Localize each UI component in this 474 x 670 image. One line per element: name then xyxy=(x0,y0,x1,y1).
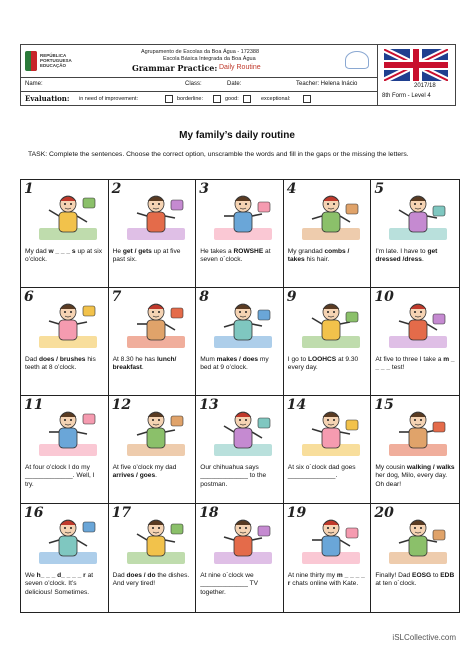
grammar-label: Grammar Practice: xyxy=(132,63,218,73)
dressing-girl-icon xyxy=(385,188,451,244)
homework-kid-icon xyxy=(35,404,101,460)
exercise-sentence[interactable]: I go to LOOHCS at 9.30 every day. xyxy=(287,356,359,372)
exercise-number: 11 xyxy=(24,397,44,413)
exercise-sentence[interactable]: I’m late. I have to get dressed /dress. xyxy=(375,248,438,264)
exercise-number: 3 xyxy=(199,181,209,197)
exercise-cell-14 xyxy=(284,396,372,504)
exercise-number: 5 xyxy=(374,181,385,197)
going-to-school-icon xyxy=(298,296,364,352)
exercise-cell-3 xyxy=(196,180,284,288)
class-label: Class: xyxy=(185,81,202,87)
exercise-cell-18 xyxy=(196,504,284,612)
exercise-sentence[interactable]: Dad does / do the dishes. And very tired! xyxy=(112,572,190,588)
header-right xyxy=(378,45,455,105)
dishes-man-icon xyxy=(123,512,189,568)
sleeping-man-icon xyxy=(385,512,451,568)
alarm-clock-icon xyxy=(35,188,101,244)
exercise-number: 2 xyxy=(111,181,122,197)
shower-icon xyxy=(210,188,276,244)
exercise-cell-17 xyxy=(109,504,197,612)
teacher-label: Teacher: Helena Inácio xyxy=(296,81,358,87)
exercise-number: 6 xyxy=(24,289,34,305)
school-year: 2017/18 xyxy=(414,83,436,89)
school-name: Escola Básica Integrada da Boa Água xyxy=(163,56,256,62)
logo-text: REPÚBLICA PORTUGUESA EDUCAÇÃO xyxy=(40,53,72,68)
exercise-cell-5 xyxy=(371,180,459,288)
door-man-icon xyxy=(123,404,189,460)
exercise-sentence[interactable]: At nine o´clock we _____________ TV together. xyxy=(200,572,258,596)
combing-man-icon xyxy=(298,188,364,244)
swirl-icon xyxy=(345,51,369,69)
exercise-number: 14 xyxy=(286,397,307,413)
republic-logo xyxy=(25,51,73,75)
task-instructions: TASK: Complete the sentences. Choose the correct option, unscramble the words and fill in the gaps or the missing the letters. xyxy=(28,151,409,158)
exercise-cell-1 xyxy=(21,180,109,288)
school-group: Agrupamento de Escolas da Boa Água - 172388 xyxy=(141,49,260,55)
postman-dog-icon xyxy=(210,404,276,460)
exercise-cell-10 xyxy=(371,288,459,396)
exercise-cell-12 xyxy=(109,396,197,504)
making-bed-icon xyxy=(210,296,276,352)
shopping-man-icon xyxy=(298,404,364,460)
exercise-number: 17 xyxy=(111,505,132,521)
tv-watching-icon xyxy=(210,512,276,568)
header-left xyxy=(21,45,378,105)
name-label: Name: xyxy=(25,81,43,87)
eval-option-2: borderline: xyxy=(177,96,203,102)
checkbox-improvement[interactable] xyxy=(165,95,173,103)
exercise-sentence[interactable]: He get / gets up at five past six. xyxy=(112,248,181,264)
exercise-cell-9 xyxy=(284,288,372,396)
page-title: My family’s daily routine xyxy=(179,130,295,141)
grammar-topic: Daily Routine xyxy=(219,64,261,71)
exercise-number: 16 xyxy=(24,505,44,521)
form-level: 8th Form - Level 4 xyxy=(382,93,431,99)
exercise-sentence[interactable]: At 8.30 he has lunch/ breakfast. xyxy=(112,356,177,372)
exercise-number: 4 xyxy=(286,181,297,197)
exercise-number: 13 xyxy=(199,397,219,413)
stretching-man-icon xyxy=(123,188,189,244)
toothbrush-man-icon xyxy=(35,296,101,352)
checkbox-good[interactable] xyxy=(243,95,251,103)
exercise-sentence[interactable]: He takes a ROWSHE at seven o´clock. xyxy=(200,248,271,264)
name-row xyxy=(21,77,377,91)
exercise-sentence[interactable]: At four o’clock I do my _____________. Well, I try. xyxy=(25,464,95,488)
exercise-number: 8 xyxy=(199,289,209,305)
exercise-sentence[interactable]: Mum makes / does my bed at 9 o’clock. xyxy=(200,356,269,372)
exercise-cell-20 xyxy=(371,504,459,612)
eval-option-4: exceptional: xyxy=(261,96,291,102)
exercise-sentence[interactable]: We h_ _ _ d_ _ _ _ r at seven o’clock. It’s delicious! Sometimes. xyxy=(25,572,94,596)
exercise-number: 10 xyxy=(374,289,394,305)
exercise-number: 18 xyxy=(199,505,219,521)
exercise-sentence[interactable]: My grandad combs / takes his hair. xyxy=(287,248,350,264)
exercise-sentence[interactable]: Our chihuahua says _____________ to the postman. xyxy=(200,464,267,488)
exercise-number: 15 xyxy=(374,397,394,413)
exercise-sentence[interactable]: Dad does / brushes his teeth at 8 o’clock. xyxy=(25,356,96,372)
english-dept-logo xyxy=(341,49,371,75)
exercise-cell-15 xyxy=(371,396,459,504)
exercise-cell-7 xyxy=(109,288,197,396)
eval-option-1: in need of improvement: xyxy=(79,96,139,102)
computer-girl-icon xyxy=(298,512,364,568)
checkbox-exceptional[interactable] xyxy=(303,95,311,103)
worksheet-header xyxy=(20,44,456,106)
exercise-cell-8 xyxy=(196,288,284,396)
exercise-sentence[interactable]: My dad w _ _ _ s up at six o’clock. xyxy=(25,248,102,264)
exercise-sentence[interactable]: At six o´clock dad goes _____________. xyxy=(287,464,356,480)
watermark: iSLCollective.com xyxy=(392,633,456,642)
date-label: Date: xyxy=(227,81,242,87)
shield-icon xyxy=(25,51,37,71)
evaluation-row xyxy=(21,91,377,106)
uk-flag-icon xyxy=(384,49,448,81)
exercise-cell-19 xyxy=(284,504,372,612)
exercise-cell-4 xyxy=(284,180,372,288)
breakfast-man-icon xyxy=(123,296,189,352)
exercise-sentence[interactable]: Finally! Dad EOSG to EDB at ten o´clock. xyxy=(375,572,455,588)
eval-option-3: good: xyxy=(225,96,239,102)
evaluation-label: Evaluation: xyxy=(25,94,70,103)
exercise-cell-6 xyxy=(21,288,109,396)
dinner-family-icon xyxy=(35,512,101,568)
exercise-cell-13 xyxy=(196,396,284,504)
exercise-number: 7 xyxy=(111,289,122,305)
exercise-cell-16 xyxy=(21,504,109,612)
exercise-sentence[interactable]: At five o’clock my dad arrives / goes. xyxy=(112,464,177,480)
exercise-number: 9 xyxy=(286,289,297,305)
exercise-sentence[interactable]: At five to three I take a m _ _ _ _ test! xyxy=(375,356,455,372)
exercise-cell-11 xyxy=(21,396,109,504)
exercise-number: 19 xyxy=(286,505,307,521)
checkbox-borderline[interactable] xyxy=(213,95,221,103)
exercise-number: 1 xyxy=(24,181,34,197)
test-kid-icon xyxy=(385,296,451,352)
exercise-cell-2 xyxy=(109,180,197,288)
exercise-number: 12 xyxy=(111,397,132,413)
dog-walk-icon xyxy=(385,404,451,460)
exercise-sentence[interactable]: My cousin walking / walks her dog, Milo, every day. Oh dear! xyxy=(375,464,455,488)
exercise-grid xyxy=(20,179,460,613)
exercise-number: 20 xyxy=(374,505,394,521)
exercise-sentence[interactable]: At nine thirty my m _ _ _ _ r chats online with Kate. xyxy=(287,572,365,588)
